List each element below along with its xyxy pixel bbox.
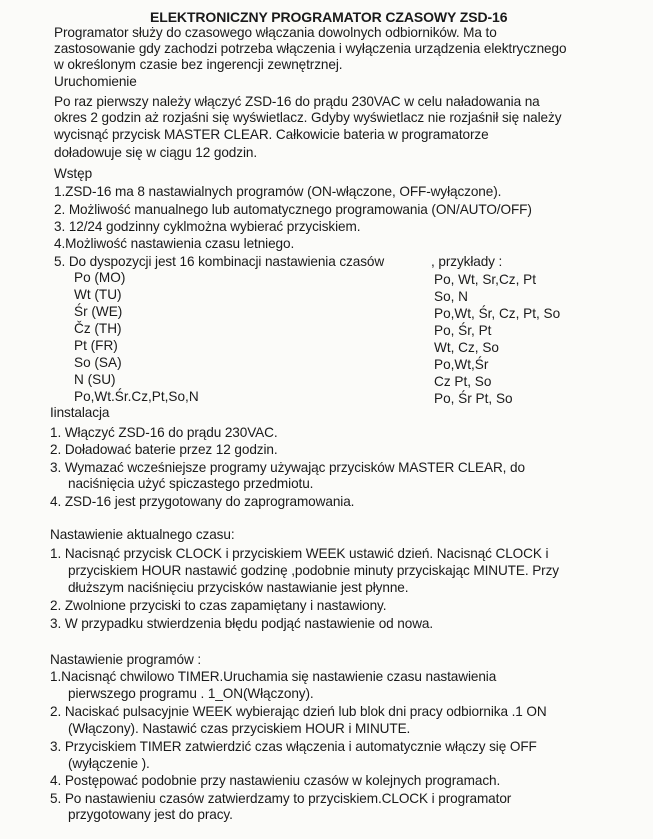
day-entry: Po (MO) [74,270,126,285]
section-heading-instalacja: Iinstalacja [50,405,110,420]
example-entry: So, N [434,289,468,304]
day-entry: Pt (FR) [74,338,118,353]
section-heading-uruchomienie: Uruchomienie [54,74,137,89]
example-entry: Po,Wt,Śr [434,357,489,372]
programy-line: przygotowany jest do pracy. [68,807,233,822]
day-entry: Śr (WE) [74,304,123,319]
programy-line: 2. Naciskać pulsacyjnie WEEK wybierając dzień lub blok dni pracy odbiornika .1 ON [50,704,547,719]
section-heading-czas: Nastawienie aktualnego czasu: [50,527,235,542]
day-entry: So (SA) [74,355,122,370]
example-entry: Wt, Cz, So [434,340,499,355]
example-entry: Po, Śr, Pt [434,323,492,338]
instalacja-line: naciśnięcia użyć spiczastego przedmiotu. [68,476,314,491]
example-entry: Po, Wt, Sr,Cz, Pt [434,272,536,287]
instalacja-line: 1. Włączyć ZSD-16 do prądu 230VAC. [50,425,278,440]
czas-line: 1. Nacisnąć przycisk CLOCK i przyciskiem WEEK ustawić dzień. Nacisnąć CLOCK i [50,546,549,561]
uruchomienie-line: wycisnąć przycisk MASTER CLEAR. Całkowicie bateria w programatorze [54,127,489,142]
intro-line: w określonym czasie bez ingerencji zewnętrznej. [54,57,343,72]
day-entry: N (SU) [74,372,116,387]
instalacja-line: 3. Wymazać wcześniejsze programy używając przycisków MASTER CLEAR, do [50,460,525,475]
intro-line: zastosowanie gdy zachodzi potrzeba włączenia i wyłączenia urządzenia elektrycznego [54,41,567,56]
examples-label: , przykłady : [431,254,503,269]
wstep-item: 4.Możliwość nastawienia czasu letniego. [54,236,295,251]
programy-line: (wyłączenie ). [68,756,150,771]
programy-line: 3. Przyciskiem TIMER zatwierdzić czas włączenia i automatycznie włączy się OFF [50,739,537,754]
wstep-item: 1.ZSD-16 ma 8 nastawialnych programów (ON-włączone, OFF-wyłączone). [54,184,502,199]
programy-line: 4. Postępować podobnie przy nastawieniu czasów w kolejnych programach. [50,773,501,788]
wstep-item: 3. 12/24 godzinny cyklmożna wybierać przyciskiem. [54,219,361,234]
section-heading-wstep: Wstęp [54,166,93,181]
wstep-item: 5. Do dyspozycji jest 16 kombinacji nastawienia czasów [54,254,385,269]
day-entry: Po,Wt.Śr.Cz,Pt,So,N [74,389,199,404]
uruchomienie-line: Po raz pierwszy należy włączyć ZSD-16 do prądu 230VAC w celu naładowania na [54,94,540,109]
wstep-item: 2. Możliwość manualnego lub automatycznego programowania (ON/AUTO/OFF) [54,202,532,217]
czas-line: 3. W przypadku stwierdzenia błędu podjąć nastawienie od nowa. [50,616,434,631]
uruchomienie-line: okres 2 godzin aż rozjaśni się wyświetlacz. Gdyby wyświetlacz nie rozjaśnił się należy [54,110,562,125]
programy-line: 5. Po nastawieniu czasów zatwierdzamy to przyciskiem.CLOCK i programator [50,791,512,806]
programy-line: (Włączony). Nastawić czas przyciskiem HOUR i MINUTE. [68,721,411,736]
intro-line: Programator służy do czasowego włączania dowolnych odbiorników. Ma to [54,25,497,40]
czas-line: 2. Zwolnione przyciski to czas zapamiętany i nastawiony. [50,598,387,613]
day-entry: Čz (TH) [74,321,122,336]
instalacja-line: 4. ZSD-16 jest przygotowany do zaprogramowania. [50,494,355,509]
czas-line: dłuższym naciśnięciu przycisków nastawianie jest płynne. [68,580,409,595]
instalacja-line: 2. Doładować baterie przez 12 godzin. [50,442,278,457]
czas-line: przyciskiem HOUR nastawić godzinę ,podobnie minuty przyciskając MINUTE. Przy [68,563,559,578]
example-entry: Po, Śr Pt, So [434,391,513,406]
day-entry: Wt (TU) [74,287,122,302]
document-title: ELEKTRONICZNY PROGRAMATOR CZASOWY ZSD-16 [150,9,508,25]
programy-line: 1.Nacisnąć chwilowo TIMER.Uruchamia się nastawienie czasu nastawienia [50,669,497,684]
programy-line: pierwszego programu . 1_ON(Włączony). [68,686,314,701]
uruchomienie-line: doładowuje się w ciągu 12 godzin. [54,145,258,160]
example-entry: Cz Pt, So [434,374,492,389]
section-heading-programy: Nastawienie programów : [50,652,202,667]
example-entry: Po,Wt, Śr, Cz, Pt, So [434,306,561,321]
